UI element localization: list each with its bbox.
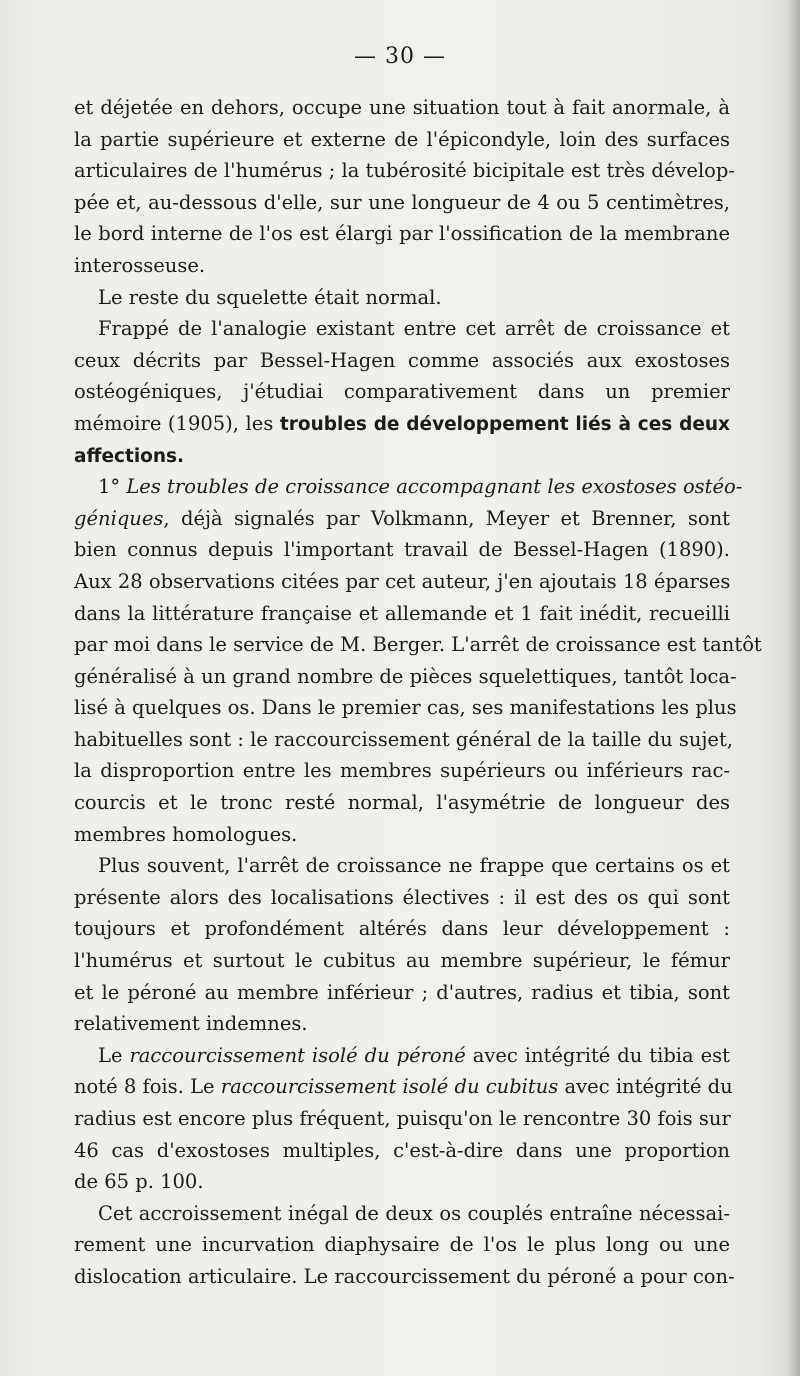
text-line: l'humérus et surtout le cubitus au membre supérieur, le fémur <box>74 949 730 973</box>
italic-text: raccourcissement isolé du cubitus <box>220 1075 559 1099</box>
text-run: , déjà signalés par Volkmann, Meyer et Brenner, sont <box>163 506 730 530</box>
text-line <box>74 503 730 535</box>
text-line: articulaires de l'humérus ; la tubérosité bicipitale est très dévelop- <box>74 159 735 183</box>
text-line: relativement indemnes. <box>74 1012 308 1036</box>
text-line <box>74 471 743 503</box>
text-line: rement une incurvation diaphysaire de l'os le plus long ou une <box>74 1233 730 1257</box>
text-line: par moi dans le service de M. Berger. L'arrêt de croissance est tantôt <box>74 633 762 657</box>
text-line: pée et, au-dessous d'elle, sur une longueur de 4 ou 5 centimètres, <box>74 190 730 214</box>
text-line <box>74 408 730 440</box>
bold-text: troubles de développement liés à ces deux <box>279 413 730 435</box>
text-run: avec intégrité du <box>558 1075 733 1099</box>
text-line: de 65 p. 100. <box>74 1170 204 1194</box>
bold-text: affections. <box>74 445 185 467</box>
text-line: Le reste du squelette était normal. <box>98 285 442 309</box>
text-line: toujours et profondément altérés dans leur développement : <box>74 917 730 941</box>
text-line: la partie supérieure et externe de l'épicondyle, loin des surfaces <box>74 127 730 151</box>
italic-text: raccourcissement isolé du péroné <box>129 1043 466 1067</box>
text-line: dislocation articulaire. Le raccourcissement du péroné a pour con- <box>74 1264 735 1288</box>
page-edge-shadow <box>786 0 800 1376</box>
text-line: 46 cas d'exostoses multiples, c'est-à-dire dans une proportion <box>74 1138 730 1162</box>
text-line: généralisé à un grand nombre de pièces squelettiques, tantôt loca- <box>74 664 737 688</box>
text-line: interosseuse. <box>74 253 206 277</box>
text-line: Frappé de l'analogie existant entre cet arrêt de croissance et <box>98 317 730 341</box>
text-line: présente alors des localisations électives : il est des os qui sont <box>74 885 730 909</box>
text-line: et le péroné au membre inférieur ; d'autres, radius et tibia, sont <box>74 980 730 1004</box>
page-number: — 30 — <box>354 44 446 69</box>
text-run: Le <box>98 1043 130 1067</box>
text-run: mémoire (1905), les <box>74 411 280 435</box>
text-line: ceux décrits par Bessel-Hagen comme associés aux exostoses <box>74 348 730 372</box>
text-line: ostéogéniques, j'étudiai comparativement dans un premier <box>74 380 730 404</box>
text-line: courcis et le tronc resté normal, l'asymétrie de longueur des <box>74 791 730 815</box>
text-line: membres homologues. <box>74 822 298 846</box>
text-line: dans la littérature française et allemande et 1 fait inédit, recueilli <box>74 601 730 625</box>
text-line: bien connus depuis l'important travail de Bessel-Hagen (1890). <box>74 538 730 562</box>
body-text <box>74 92 762 1293</box>
text-line: Aux 28 observations citées par cet auteur, j'en ajoutais 18 éparses <box>74 569 731 593</box>
list-number: 1° <box>98 475 127 499</box>
text-line: radius est encore plus fréquent, puisqu'on le rencontre 30 fois sur <box>74 1107 731 1130</box>
text-line: la disproportion entre les membres supérieurs ou inférieurs rac- <box>74 759 730 783</box>
italic-text: géniques <box>74 506 164 530</box>
text-line: le bord interne de l'os est élargi par l'ossification de la membrane <box>74 222 730 246</box>
text-line <box>74 1040 730 1072</box>
italic-text: Les troubles de croissance accompagnant les exostoses ostéo- <box>126 475 743 499</box>
text-line: Plus souvent, l'arrêt de croissance ne frappe que certains os et <box>98 854 730 878</box>
text-line: lisé à quelques os. Dans le premier cas, ses manifestations les plus <box>74 696 737 720</box>
text-run: avec intégrité du tibia est <box>465 1043 730 1067</box>
text-line: habituelles sont : le raccourcissement général de la taille du sujet, <box>74 727 734 751</box>
text-line: et déjetée en dehors, occupe une situation tout à fait anormale, à <box>74 96 730 119</box>
text-line: Cet accroissement inégal de deux os couplés entraîne nécessai- <box>98 1201 730 1225</box>
text-run: noté 8 fois. Le <box>74 1075 221 1099</box>
text-line <box>74 1071 733 1103</box>
text-line <box>74 440 730 472</box>
